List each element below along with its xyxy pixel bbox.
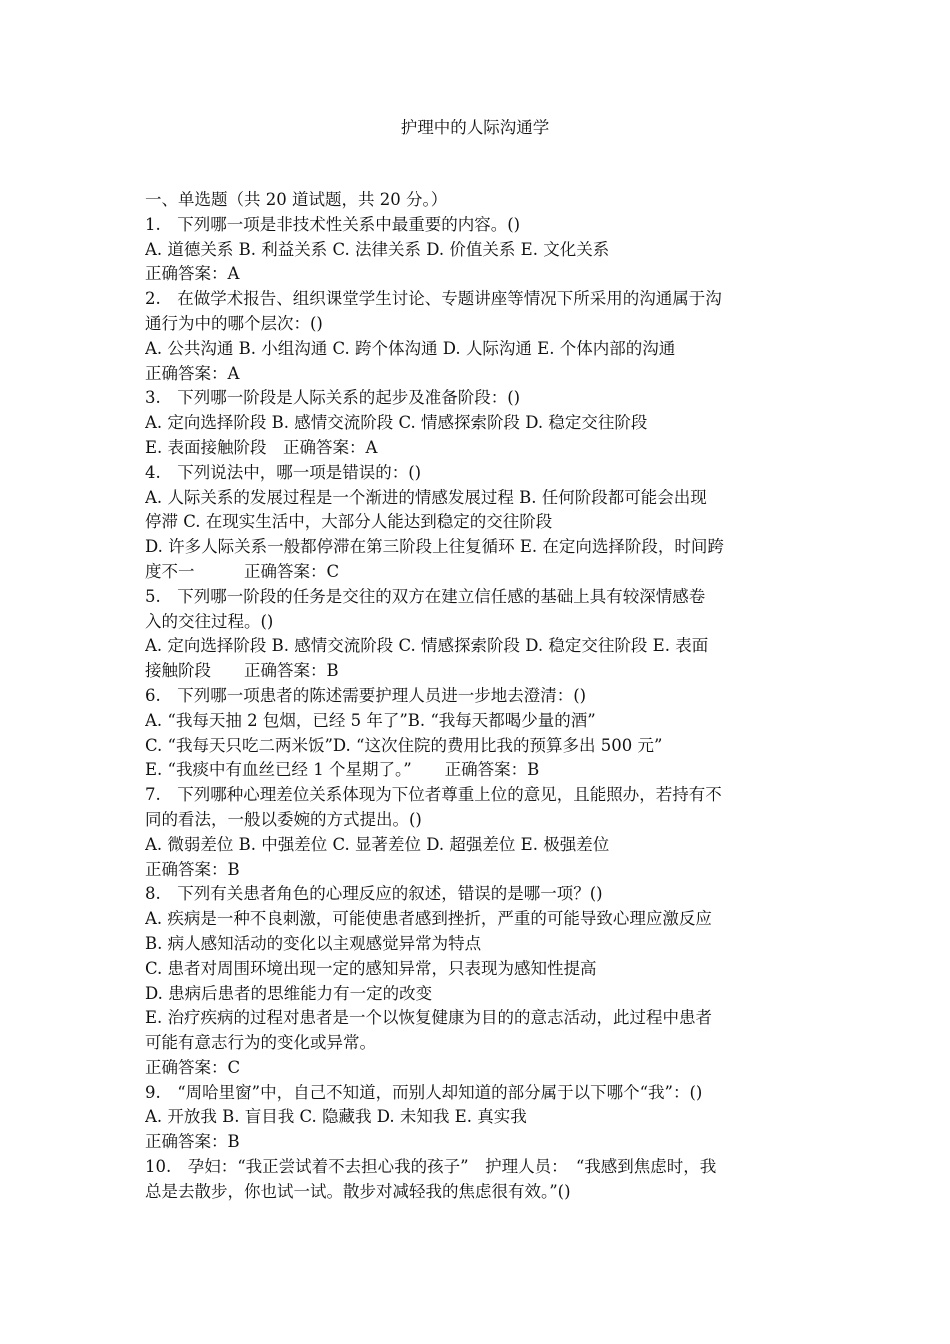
question-6-options: A. “我每天抽 2 包烟，已经 5 年了”B. “我每天都喝少量的酒”: [145, 710, 596, 730]
question-5-options: A. 定向选择阶段 B. 感情交流阶段 C. 情感探索阶段 D. 稳定交往阶段 E. 表面: [145, 636, 709, 656]
question-2-text: 通行为中的哪个层次：(): [145, 313, 323, 333]
question-9-options: A. 开放我 B. 盲目我 C. 隐藏我 D. 未知我 E. 真实我: [145, 1107, 527, 1127]
question-8-option-c: C. 患者对周围环境出现一定的感知异常，只表现为感知性提高: [145, 958, 597, 978]
question-8-answer: 正确答案：C: [145, 1057, 241, 1077]
question-2-answer: 正确答案：A: [145, 363, 240, 383]
question-8-option-b: B. 病人感知活动的变化以主观感觉异常为特点: [145, 933, 482, 953]
question-5-options-answer: 接触阶段 正确答案：B: [145, 661, 339, 681]
question-4-options: 停滞 C. 在现实生活中，大部分人能达到稳定的交往阶段: [145, 512, 553, 532]
question-1-text: 1. 下列哪一项是非技术性关系中最重要的内容。(): [145, 214, 521, 234]
question-8-option-e: E. 治疗疾病的过程对患者是一个以恢复健康为目的的意志活动，此过程中患者: [145, 1008, 713, 1028]
question-8-option-a: A. 疾病是一种不良刺激，可能使患者感到挫折，严重的可能导致心理应激反应: [145, 909, 712, 929]
question-7-options: A. 微弱差位 B. 中强差位 C. 显著差位 D. 超强差位 E. 极强差位: [145, 834, 610, 854]
question-3-options: A. 定向选择阶段 B. 感情交流阶段 C. 情感探索阶段 D. 稳定交往阶段: [145, 413, 648, 433]
question-5-text: 入的交往过程。(): [145, 611, 274, 631]
question-6-text: 6. 下列哪一项患者的陈述需要护理人员进一步地去澄清：(): [145, 685, 587, 705]
question-2-options: A. 公共沟通 B. 小组沟通 C. 跨个体沟通 D. 人际沟通 E. 个体内部的沟通: [145, 338, 676, 358]
question-6-options: C. “我每天只吃二两米饭”D. “这次住院的费用比我的预算多出 500 元”: [145, 735, 663, 755]
question-8-option-d: D. 患病后患者的思维能力有一定的改变: [145, 983, 433, 1003]
question-10-text: 10. 孕妇：“我正尝试着不去担心我的孩子” 护理人员： “我感到焦虑时，我: [145, 1157, 717, 1177]
question-7-answer: 正确答案：B: [145, 859, 240, 879]
question-2-text: 2. 在做学术报告、组织课堂学生讨论、专题讲座等情况下所采用的沟通属于沟: [145, 289, 722, 309]
question-6-options-answer: E. “我痰中有血丝已经 1 个星期了。” 正确答案：B: [145, 760, 540, 780]
document-title: 护理中的人际沟通学: [400, 118, 550, 137]
question-1-options: A. 道德关系 B. 利益关系 C. 法律关系 D. 价值关系 E. 文化关系: [145, 239, 610, 259]
question-8-option-e: 可能有意志行为的变化或异常。: [145, 1033, 376, 1053]
question-4-options: D. 许多人际关系一般都停滞在第三阶段上往复循环 E. 在定向选择阶段，时间跨: [145, 537, 724, 557]
question-5-text: 5. 下列哪一阶段的任务是交往的双方在建立信任感的基础上具有较深情感卷: [145, 586, 706, 606]
question-4-options: A. 人际关系的发展过程是一个渐进的情感发展过程 B. 任何阶段都可能会出现: [145, 487, 707, 507]
question-7-text: 7. 下列哪种心理差位关系体现为下位者尊重上位的意见，且能照办，若持有不: [145, 785, 722, 805]
document-body: [145, 188, 807, 1205]
question-1-answer: 正确答案：A: [145, 264, 240, 284]
question-10-text: 总是去散步，你也试一试。散步对减轻我的焦虑很有效。”(): [145, 1181, 571, 1201]
question-8-text: 8. 下列有关患者角色的心理反应的叙述，错误的是哪一项？(): [145, 884, 603, 904]
question-3-text: 3. 下列哪一阶段是人际关系的起步及准备阶段：(): [145, 388, 521, 408]
question-9-text: 9. “周哈里窗”中，自己不知道，而别人却知道的部分属于以下哪个“我”：(): [145, 1082, 703, 1102]
question-7-text: 同的看法，一般以委婉的方式提出。(): [145, 809, 422, 829]
question-4-options-answer: 度不一 正确答案：C: [145, 561, 340, 581]
question-9-answer: 正确答案：B: [145, 1132, 240, 1152]
question-4-text: 4. 下列说法中，哪一项是错误的：(): [145, 462, 422, 482]
question-3-options-answer: E. 表面接触阶段 正确答案：A: [145, 437, 378, 457]
section-heading: 一、单选题（共 20 道试题，共 20 分。）: [145, 190, 448, 209]
